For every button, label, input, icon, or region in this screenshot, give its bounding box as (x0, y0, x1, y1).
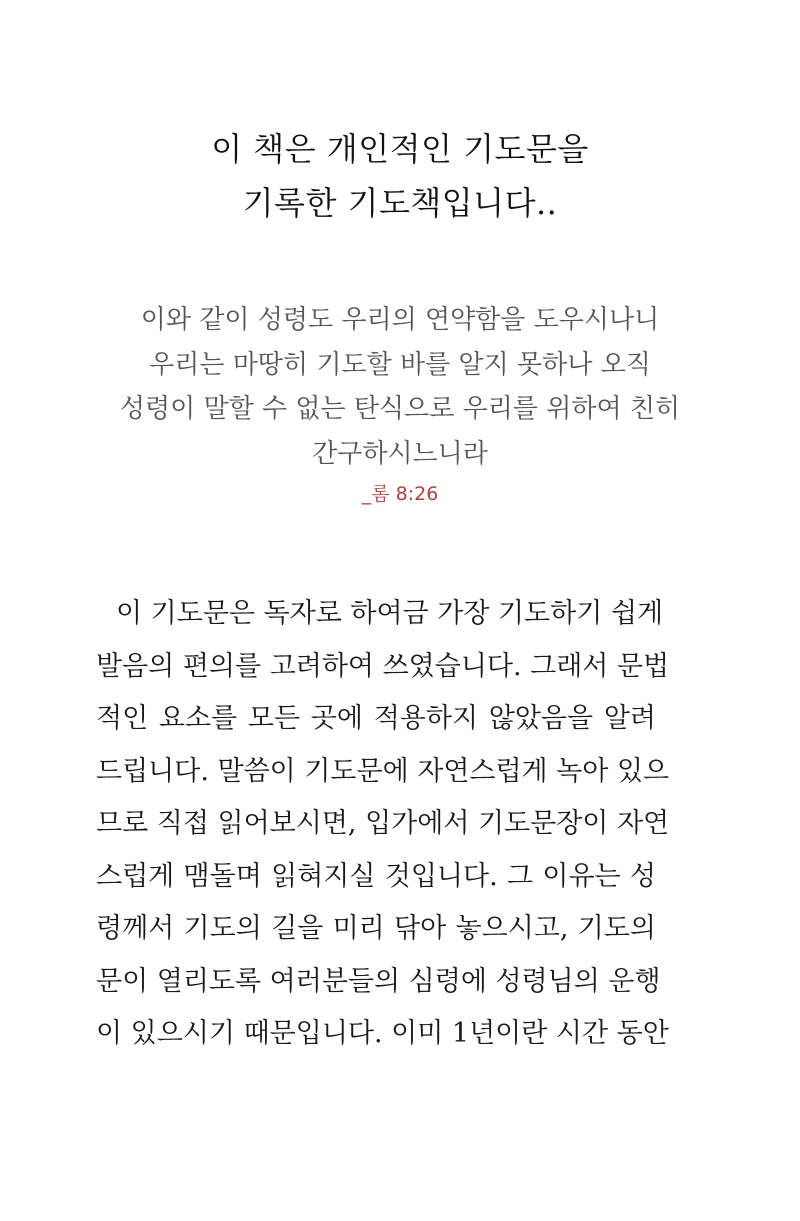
body-line-5: 므로 직접 읽어보시면, 입가에서 기도문장이 자연 (96, 808, 670, 839)
body-line-8: 문이 열리도록 여러분들의 심령에 성령님의 운행 (96, 965, 661, 997)
verse-reference: _롬 8:26 (361, 483, 439, 505)
body-line-6: 스럽게 맴돌며 읽혀지실 것입니다. 그 이유는 성 (96, 860, 656, 892)
verse-line-2: 우리는 마땅히 기도할 바를 알지 못하나 오직 (149, 349, 651, 380)
body-paragraph (96, 588, 670, 1061)
body-line-9: 이 있으시기 때문입니다. 이미 1년이란 시간 동안 (96, 1018, 669, 1049)
page-title (0, 122, 800, 230)
body-line-4: 드립니다. 말씀이 기도문에 자연스럽게 녹아 있으 (96, 755, 670, 787)
body-line-7: 령께서 기도의 길을 미리 닦아 놓으시고, 기도의 (96, 913, 656, 944)
scripture-quote (80, 298, 720, 506)
verse-line-1: 이와 같이 성령도 우리의 연약함을 도우시나니 (140, 305, 660, 335)
title-line-1: 이 책은 개인적인 기도문을 (211, 130, 589, 168)
body-line-2: 발음의 편의를 고려하여 쓰였습니다. 그래서 문법 (96, 650, 670, 682)
verse-line-4: 간구하시느니라 (312, 438, 488, 469)
verse-line-3: 성령이 말할 수 없는 탄식으로 우리를 위하여 친히 (119, 394, 681, 424)
body-line-1: 이 기도문은 독자로 하여금 가장 기도하기 쉽게 (116, 598, 664, 629)
body-line-3: 적인 요소를 모든 곳에 적용하지 않았음을 알려 (96, 703, 656, 734)
title-line-2: 기록한 기도책입니다.. (242, 184, 558, 222)
